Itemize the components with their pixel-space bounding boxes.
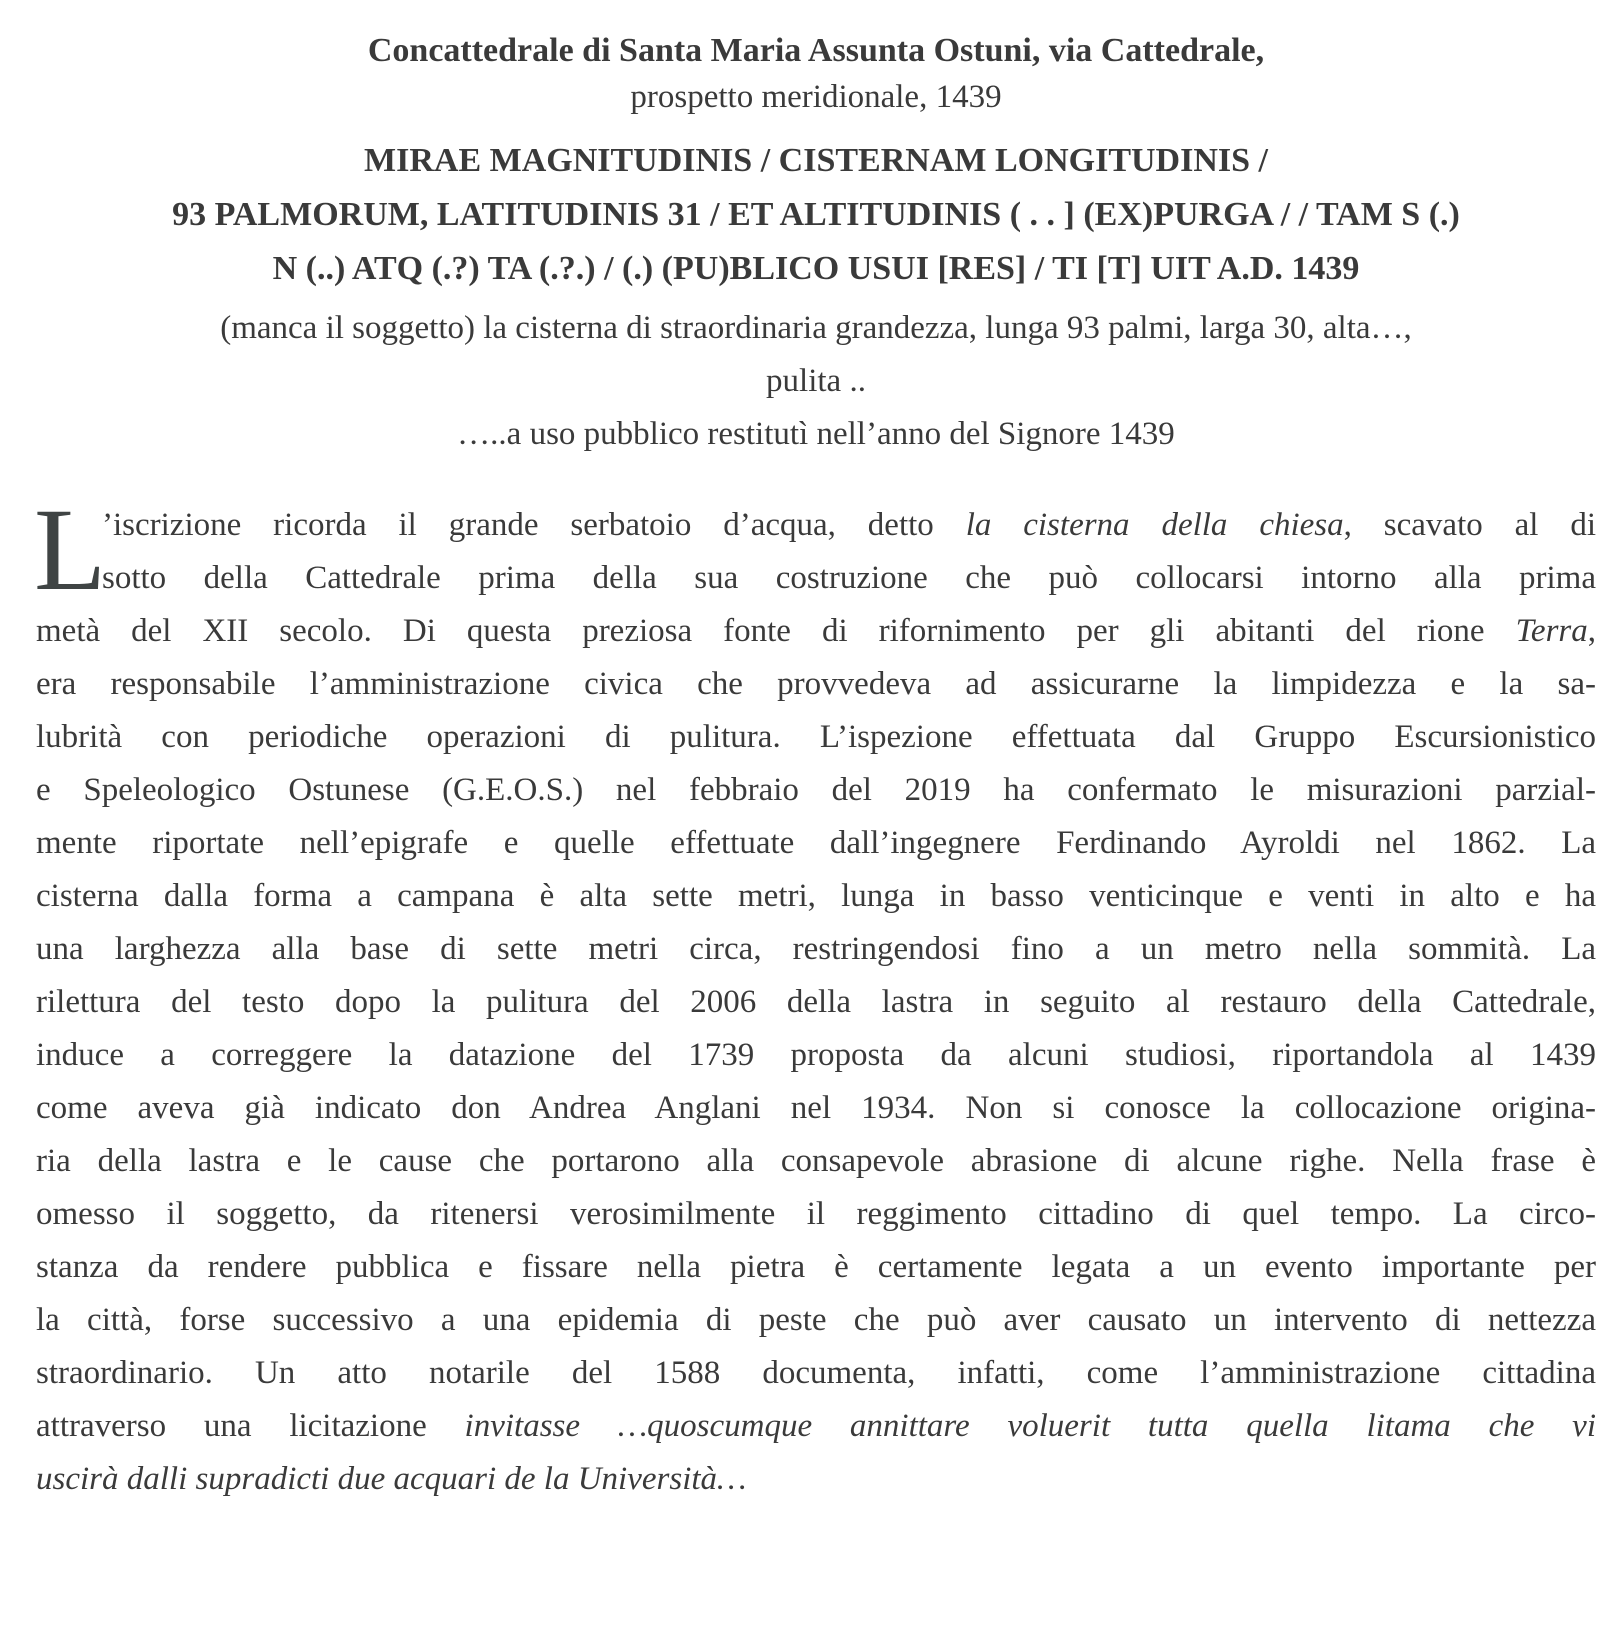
dropcap-block <box>34 484 1596 615</box>
document-heading <box>36 28 1596 461</box>
paragraph-line: stanza da rendere pubblica e fissare nella pietra è certamente legata a un evento importante per <box>36 1249 1596 1285</box>
paragraph-line: ria della lastra e le cause che portarono alla consapevole abrasione di alcune righe. Nella frase è <box>36 1143 1596 1179</box>
translation-line: (manca il soggetto) la cisterna di straordinaria grandezza, lunga 93 palmi, larga 30, alta…, <box>220 310 1412 346</box>
paragraph-line: mente riportate nell’epigrafe e quelle effettuate dall’ingegnere Ferdinando Ayroldi nel 1862. La <box>36 825 1596 861</box>
paragraph-line: rilettura del testo dopo la pulitura del 2006 della lastra in seguito al restauro della Cattedrale, <box>36 984 1596 1020</box>
text-run: , <box>1587 613 1596 649</box>
italic-run: uscirà dalli supradicti due acquari de la Università… <box>36 1461 747 1497</box>
document-page <box>36 28 1596 1506</box>
text-run: attraverso una licitazione <box>36 1408 465 1444</box>
paragraph-line: straordinario. Un atto notarile del 1588 documenta, infatti, come l’amministrazione cittadina <box>36 1355 1596 1391</box>
paragraph-line: induce a correggere la datazione del 1739 proposta da alcuni studiosi, riportandola al 1439 <box>36 1037 1596 1073</box>
translation-line: …..a uso pubblico restitutì nell’anno del Signore 1439 <box>457 416 1175 452</box>
text-run: , scavato al di <box>1343 507 1596 543</box>
paragraph-line <box>36 499 1596 552</box>
inscription-line: MIRAE MAGNITUDINIS / CISTERNAM LONGITUDINIS / <box>364 142 1268 179</box>
paragraph-line: cisterna dalla forma a campana è alta sette metri, lunga in basso venticinque e venti in alto e ha <box>36 878 1596 914</box>
inscription-line: N (..) ATQ (.?) TA (.?.) / (.) (PU)BLICO USUI [RES] / TI [T] UIT A.D. 1439 <box>272 250 1360 287</box>
paragraph-line: e Speleologico Ostunese (G.E.O.S.) nel febbraio del 2019 ha confermato le misurazioni parzial- <box>36 772 1596 808</box>
italian-translation <box>36 302 1596 461</box>
paragraph-line: omesso il soggetto, da ritenersi verosimilmente il reggimento cittadino di quel tempo. La circo- <box>36 1196 1596 1232</box>
body-paragraph <box>34 484 1596 1506</box>
inscription-line: 93 PALMORUM, LATITUDINIS 31 / ET ALTITUDINIS ( . . ] (EX)PURGA / / TAM S (.) <box>172 196 1460 233</box>
text-run: metà del XII secolo. Di questa preziosa fonte di rifornimento per gli abitanti del rione <box>36 613 1516 649</box>
paragraph-line <box>36 1453 1596 1506</box>
italic-run: la cisterna della chiesa <box>965 507 1344 543</box>
text-run: ’iscrizione ricorda il grande serbatoio d’acqua, detto <box>102 507 966 543</box>
inscription-location: prospetto meridionale, 1439 <box>630 79 1002 115</box>
italic-run: invitasse …quoscumque annittare voluerit tutta quella litama che vi <box>464 1408 1596 1444</box>
latin-inscription <box>36 134 1596 296</box>
drop-cap-letter: L <box>34 484 107 615</box>
paragraph-line: come aveva già indicato don Andrea Anglani nel 1934. Non si conosce la collocazione origina- <box>36 1090 1596 1126</box>
inscription-title: Concattedrale di Santa Maria Assunta Ostuni, via Cattedrale, <box>367 32 1265 69</box>
italic-run: Terra <box>1515 613 1588 649</box>
paragraph-line <box>36 605 1596 658</box>
paragraph-line: una larghezza alla base di sette metri circa, restringendosi fino a un metro nella sommità. La <box>36 931 1596 967</box>
paragraph-line: era responsabile l’amministrazione civica che provvedeva ad assicurarne la limpidezza e la sa- <box>36 666 1596 702</box>
paragraph-line <box>36 1400 1596 1453</box>
paragraph-line: sotto della Cattedrale prima della sua costruzione che può collocarsi intorno alla prima <box>102 560 1596 596</box>
paragraph-line: la città, forse successivo a una epidemia di peste che può aver causato un intervento di nettezza <box>36 1302 1596 1338</box>
paragraph-line: lubrità con periodiche operazioni di pulitura. L’ispezione effettuata dal Gruppo Escursionistico <box>36 719 1596 755</box>
translation-line: pulita .. <box>766 363 866 399</box>
